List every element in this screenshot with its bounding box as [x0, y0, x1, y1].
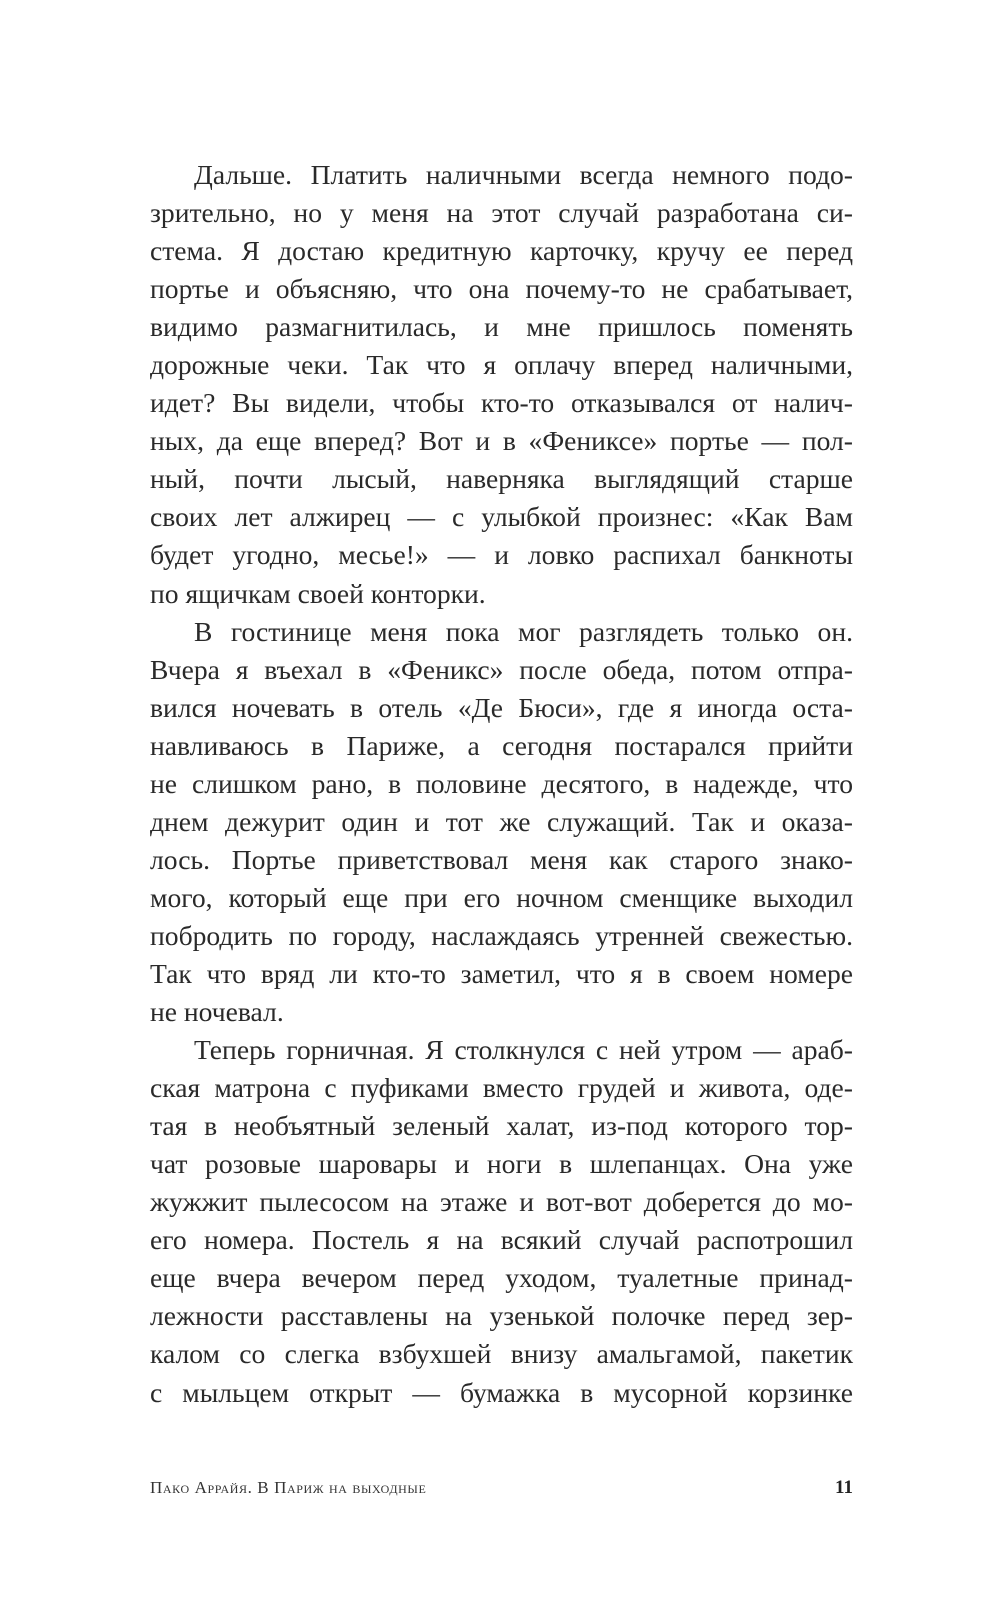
- text-line: побродить по городу, наслаждаясь утренней свежестью.: [150, 919, 853, 951]
- text-line: будет угодно, месье!» — и ловко распихал банкноты: [150, 539, 853, 571]
- page-number: 11: [835, 1477, 853, 1498]
- text-line: с мыльцем открыт — бумажка в мусорной корзинке: [150, 1376, 853, 1408]
- text-line: ская матрона с пуфиками вместо грудей и живота, оде-: [150, 1072, 853, 1104]
- text-line: не слишком рано, в половине десятого, в надежде, что: [150, 767, 853, 799]
- text-line: зрительно, но у меня на этот случай разработана си-: [150, 197, 853, 229]
- text-line: вился ночевать в отель «Де Бюси», где я иногда оста-: [150, 691, 853, 723]
- text-line: Теперь горничная. Я столкнулся с ней утром — араб-: [194, 1034, 853, 1066]
- text-line: лежности расставлены на узенькой полочке перед зер-: [150, 1300, 853, 1332]
- text-line: В гостинице меня пока мог разглядеть только он.: [194, 615, 853, 647]
- text-line: тая в необъятный зеленый халат, из-под которого тор-: [150, 1110, 853, 1142]
- text-line: Так что вряд ли кто-то заметил, что я в своем номере: [150, 957, 853, 989]
- text-line: его номера. Постель я на всякий случай распотрошил: [150, 1224, 853, 1256]
- text-line: лось. Портье приветствовал меня как старого знако-: [150, 843, 853, 875]
- text-line: ный, почти лысый, наверняка выглядящий старше: [150, 463, 853, 495]
- text-line: жужжит пылесосом на этаже и вот-вот доберется до мо-: [150, 1186, 853, 1218]
- text-line: видимо размагнитилась, и мне пришлось поменять: [150, 311, 853, 343]
- text-line: навливаюсь в Париже, а сегодня постарался прийти: [150, 729, 853, 761]
- text-line: не ночевал.: [150, 996, 284, 1028]
- text-line: ных, да еще вперед? Вот и в «Фениксе» портье — пол-: [150, 425, 853, 457]
- text-line: своих лет алжирец — с улыбкой произнес: «Как Вам: [150, 501, 853, 533]
- text-line: еще вчера вечером перед уходом, туалетные принад-: [150, 1262, 853, 1294]
- paragraph-1: [150, 156, 853, 613]
- text-line: идет? Вы видели, чтобы кто-то отказывался от налич-: [150, 387, 853, 419]
- text-line: стема. Я достаю кредитную карточку, кручу ее перед: [150, 235, 853, 267]
- text-line: Вчера я въехал в «Феникс» после обеда, потом отпра-: [150, 653, 853, 685]
- text-line: Дальше. Платить наличными всегда немного подо-: [194, 159, 853, 190]
- running-head: Пако Аррайя. В Париж на выходные: [150, 1478, 427, 1497]
- text-line: днем дежурит один и тот же служащий. Так и оказа-: [150, 805, 853, 837]
- paragraph-3: [150, 1031, 853, 1411]
- text-line: мого, который еще при его ночном сменщике выходил: [150, 881, 853, 913]
- paragraph-2: [150, 613, 853, 1032]
- text-line: дорожные чеки. Так что я оплачу вперед наличными,: [150, 349, 853, 381]
- text-line: по ящичкам своей конторки.: [150, 577, 486, 609]
- text-line: портье и объясняю, что она почему-то не срабатывает,: [150, 273, 853, 305]
- text-line: калом со слегка взбухшей внизу амальгамой, пакетик: [150, 1338, 853, 1370]
- text-block: [150, 156, 853, 1412]
- text-line: чат розовые шаровары и ноги в шлепанцах. Она уже: [150, 1148, 853, 1180]
- page-footer: [150, 1473, 853, 1503]
